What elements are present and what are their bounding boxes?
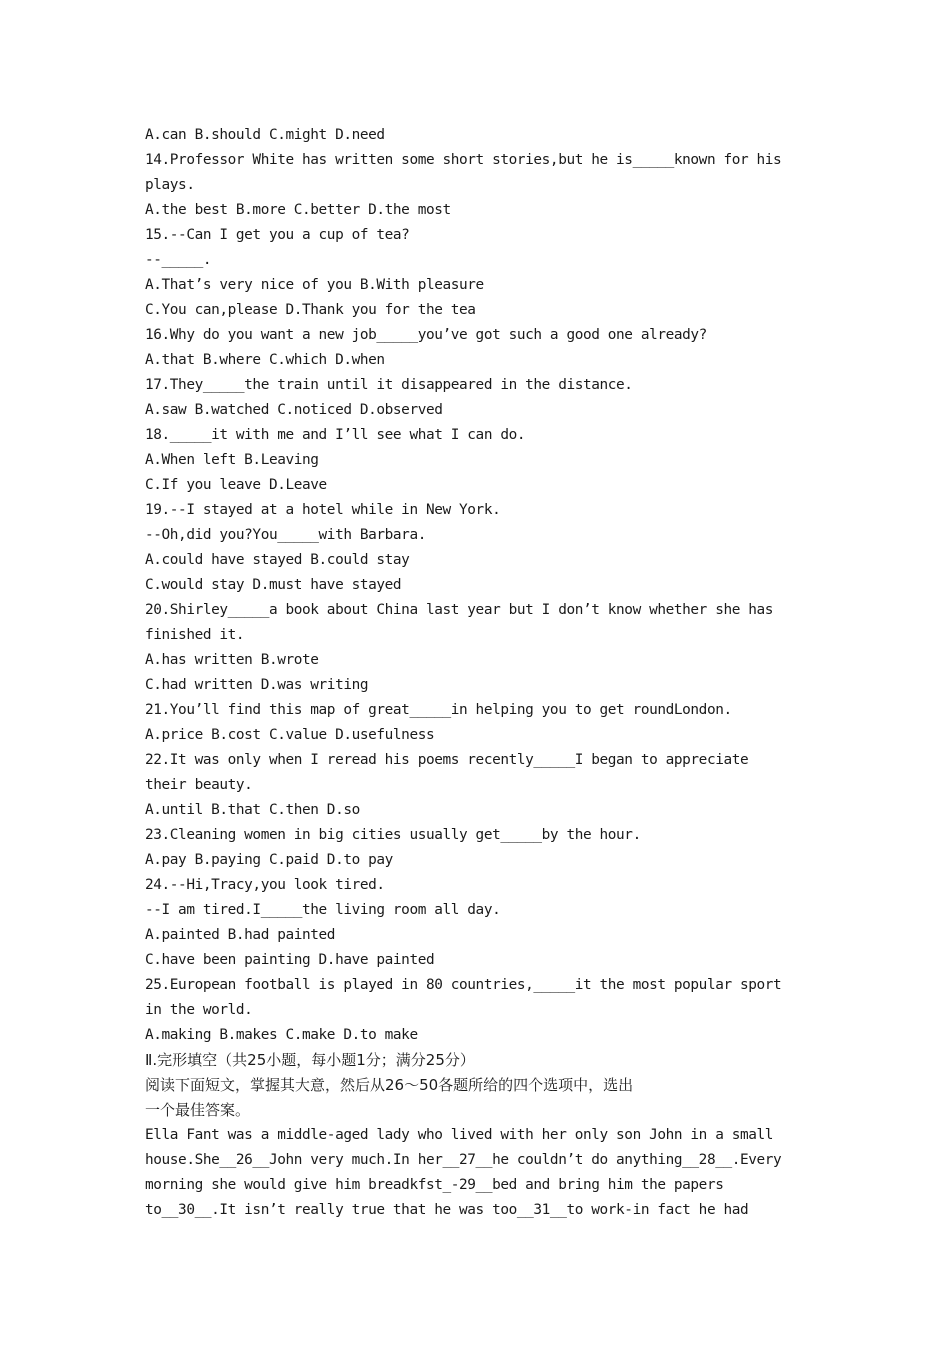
option-line-14: A.the best B.more C.better D.the most: [145, 202, 451, 218]
section-heading-cloze: Ⅱ.完形填空（共25小题，每小题1分；满分25分）: [145, 1051, 475, 1069]
option-line-15b: C.You can,please D.Thank you for the tea: [145, 302, 476, 318]
question-14: 14.Professor White has written some short stories,but he is_____known for his: [145, 152, 782, 168]
question-22-cont: their beauty.: [145, 777, 253, 793]
question-24-reply: --I am tired.I_____the living room all day.: [145, 902, 501, 918]
question-21: 21.You’ll find this map of great_____in helping you to get roundLondon.: [145, 702, 732, 718]
option-line-24a: A.painted B.had painted: [145, 927, 336, 943]
question-15-reply: --_____.: [145, 252, 212, 268]
option-line-20a: A.has written B.wrote: [145, 652, 319, 668]
option-line-23: A.pay B.paying C.paid D.to pay: [145, 852, 393, 868]
question-25: 25.European football is played in 80 countries,_____it the most popular sport: [145, 977, 782, 993]
question-20: 20.Shirley_____a book about China last year but I don’t know whether she has: [145, 602, 774, 618]
option-line-20b: C.had written D.was writing: [145, 677, 369, 693]
option-line-17: A.saw B.watched C.noticed D.observed: [145, 402, 443, 418]
option-line-19b: C.would stay D.must have stayed: [145, 577, 402, 593]
passage-line-3: morning she would give him breadkfst_-29__bed and bring him the papers: [145, 1177, 724, 1193]
option-line-25: A.making B.makes C.make D.to make: [145, 1027, 418, 1043]
passage-line-4: to__30__.It isn’t really true that he was too__31__to work-in fact he had: [145, 1202, 749, 1218]
question-24: 24.--Hi,Tracy,you look tired.: [145, 877, 385, 893]
question-16: 16.Why do you want a new job_____you’ve got such a good one already?: [145, 327, 707, 343]
option-line-18b: C.If you leave D.Leave: [145, 477, 327, 493]
question-22: 22.It was only when I reread his poems recently_____I began to appreciate: [145, 752, 749, 768]
question-17: 17.They_____the train until it disappeared in the distance.: [145, 377, 633, 393]
question-19-reply: --Oh,did you?You_____with Barbara.: [145, 527, 426, 543]
option-line-19a: A.could have stayed B.could stay: [145, 552, 410, 568]
question-20-cont: finished it.: [145, 627, 245, 643]
question-23: 23.Cleaning women in big cities usually get_____by the hour.: [145, 827, 641, 843]
question-18: 18._____it with me and I’ll see what I can do.: [145, 427, 526, 443]
option-line-16: A.that B.where C.which D.when: [145, 352, 385, 368]
section-instructions-cont: 一个最佳答案。: [145, 1101, 251, 1119]
question-14-cont: plays.: [145, 177, 195, 193]
passage-line-1: Ella Fant was a middle-aged lady who lived with her only son John in a small: [145, 1127, 774, 1143]
option-line-21: A.price B.cost C.value D.usefulness: [145, 727, 435, 743]
option-line-15a: A.That’s very nice of you B.With pleasure: [145, 277, 484, 293]
option-line-13: A.can B.should C.might D.need: [145, 127, 385, 143]
passage-line-2: house.She__26__John very much.In her__27__he couldn’t do anything__28__.Every: [145, 1152, 782, 1168]
question-25-cont: in the world.: [145, 1002, 253, 1018]
option-line-22: A.until B.that C.then D.so: [145, 802, 360, 818]
document-content: [145, 123, 805, 1223]
question-19: 19.--I stayed at a hotel while in New York.: [145, 502, 501, 518]
question-15: 15.--Can I get you a cup of tea?: [145, 227, 410, 243]
section-instructions: 阅读下面短文，掌握其大意，然后从26～50各题所给的四个选项中，选出: [145, 1076, 634, 1094]
option-line-24b: C.have been painting D.have painted: [145, 952, 435, 968]
option-line-18a: A.When left B.Leaving: [145, 452, 319, 468]
